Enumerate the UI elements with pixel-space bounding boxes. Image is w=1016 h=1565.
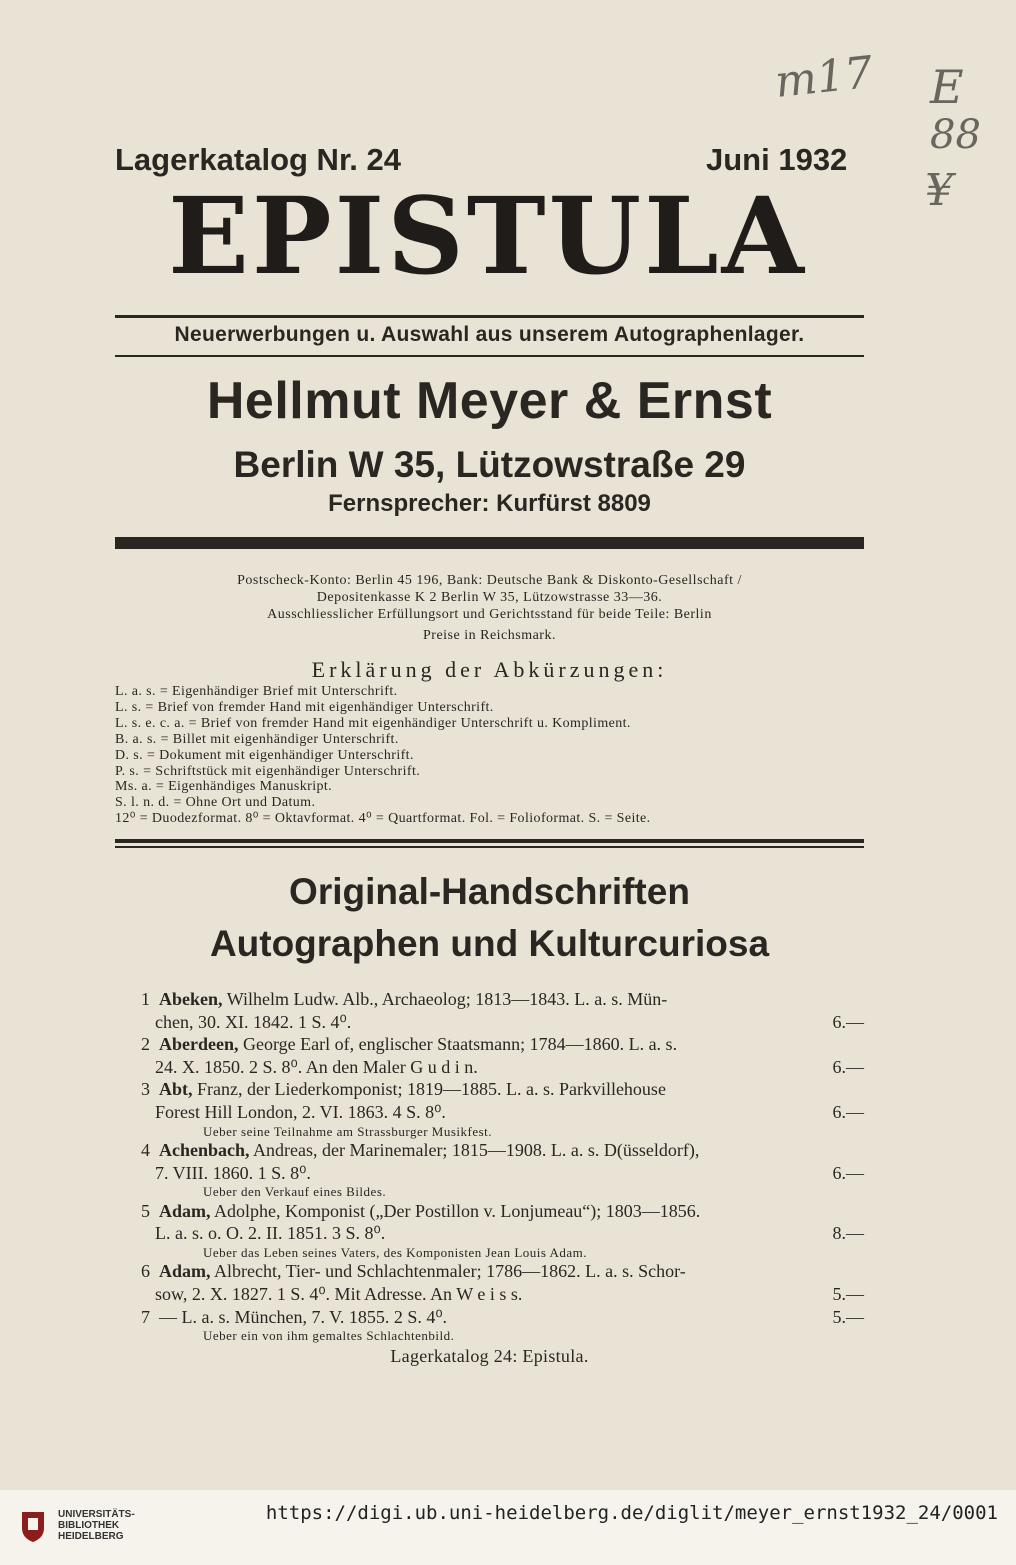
section-heading-line: Autographen und Kulturcuriosa <box>209 923 770 964</box>
abbreviation-item: P. s. = Schriftstück mit eigenhändiger Unterschrift. <box>115 763 421 779</box>
abbreviation-item: L. s. e. c. a. = Brief von fremder Hand mit eigenhändiger Unterschrift u. Kompliment. <box>115 715 631 731</box>
entry-price: 6.— <box>832 1056 864 1077</box>
terms-line: Depositenkasse K 2 Berlin W 35, Lützowstrasse 33—36. <box>316 590 663 605</box>
abbreviation-item: Ms. a. = Eigenhändiges Manuskript. <box>115 779 333 795</box>
entry-price: 8.— <box>832 1223 864 1244</box>
divider <box>115 355 864 357</box>
entry-name: Adam, <box>159 1261 211 1282</box>
entry-text: — L. a. s. München, 7. V. 1855. 2 S. 4⁰. <box>159 1306 448 1327</box>
library-name-line: BIBLIOTHEK <box>58 1520 120 1531</box>
library-name-line: UNIVERSITÄTS- <box>58 1509 135 1520</box>
entry-note: Ueber seine Teilnahme am Strassburger Musikfest. <box>203 1123 493 1139</box>
abbreviation-item: D. s. = Dokument mit eigenhändiger Unterschrift. <box>115 747 414 763</box>
entry-text: Albrecht, Tier- und Schlachtenmaler; 1786—1862. L. a. s. Schor- <box>210 1261 686 1282</box>
catalog-entry <box>115 1200 870 1261</box>
entry-text: George Earl of, englischer Staatsmann; 1784—1860. L. a. s. <box>238 1034 678 1055</box>
section-heading-line: Original-Handschriften <box>289 871 690 912</box>
entry-price: 6.— <box>832 1162 864 1183</box>
catalog-entries <box>115 988 870 1344</box>
catalog-entry <box>115 1306 870 1344</box>
entry-name: Adam, <box>159 1200 211 1221</box>
entry-number: 5 <box>141 1200 150 1221</box>
abbreviation-item: 12⁰ = Duodezformat. 8⁰ = Oktavformat. 4⁰ = Quartformat. Fol. = Folioformat. S. = Seite. <box>115 811 651 827</box>
entry-price: 5.— <box>832 1306 864 1327</box>
catalog-subtitle: Neuerwerbungen u. Auswahl aus unserem Autographenlager. <box>174 323 805 346</box>
abbreviations-heading: Erklärung der Abkürzungen: <box>311 657 668 682</box>
abbreviation-item: L. a. s. = Eigenhändiger Brief mit Unterschrift. <box>115 684 398 699</box>
library-name-line: HEIDELBERG <box>58 1531 124 1542</box>
entry-price: 5.— <box>832 1284 864 1305</box>
catalog-entry <box>115 1033 870 1078</box>
abbreviation-item: S. l. n. d. = Ohne Ort und Datum. <box>115 795 316 811</box>
firm-address: Berlin W 35, Lützowstraße 29 <box>233 444 746 485</box>
entry-note: Ueber das Leben seines Vaters, des Komponisten Jean Louis Adam. <box>203 1244 587 1260</box>
library-name <box>58 1509 135 1542</box>
entry-name: Achenbach, <box>159 1140 250 1161</box>
firm-phone: Fernsprecher: Kurfürst 8809 <box>328 490 651 517</box>
source-url-link[interactable]: https://digi.ub.uni-heidelberg.de/diglit/meyer_ernst1932_24/0001 <box>265 1502 998 1524</box>
entry-number: 1 <box>141 989 150 1009</box>
entry-text: 24. X. 1850. 2 S. 8⁰. An den Maler G u d i n. <box>155 1056 478 1077</box>
catalog-number: Lagerkatalog Nr. 24 <box>115 142 402 177</box>
handwritten-note: ¥ <box>925 165 953 216</box>
entry-price: 6.— <box>832 1011 864 1032</box>
page-footer: Lagerkatalog 24: Epistula. <box>390 1346 589 1366</box>
terms-line: Ausschliesslicher Erfüllungsort und Gerichtsstand für beide Teile: Berlin <box>267 607 712 622</box>
catalog-entry <box>115 1260 870 1305</box>
entry-text: sow, 2. X. 1827. 1 S. 4⁰. Mit Adresse. An W e i s s. <box>155 1284 523 1305</box>
catalog-entry <box>115 988 870 1033</box>
divider <box>115 846 864 848</box>
entry-name: Abt, <box>159 1079 193 1100</box>
entry-number: 4 <box>141 1140 150 1161</box>
handwritten-note: E <box>930 60 964 114</box>
entry-note: Ueber den Verkauf eines Bildes. <box>203 1184 387 1200</box>
divider <box>115 537 864 549</box>
catalog-entry <box>115 1078 870 1139</box>
catalog-entry <box>115 1139 870 1200</box>
entry-number: 7 <box>141 1306 150 1327</box>
divider <box>115 315 864 318</box>
entry-text: chen, 30. XI. 1842. 1 S. 4⁰. <box>155 1011 352 1032</box>
entry-text: Andreas, der Marinemaler; 1815—1908. L. a. s. D(üsseldorf), <box>249 1140 700 1161</box>
library-logo-icon <box>18 1508 48 1544</box>
entry-price: 6.— <box>832 1101 864 1122</box>
entry-text: Forest Hill London, 2. VI. 1863. 4 S. 8⁰. <box>155 1101 446 1122</box>
catalog-date: Juni 1932 <box>706 142 848 177</box>
entry-number: 2 <box>141 1034 150 1055</box>
terms-line: Preise in Reichsmark. <box>423 628 556 643</box>
entry-number: 6 <box>141 1261 150 1282</box>
entry-text: Franz, der Liederkomponist; 1819—1885. L. a. s. Parkvillehouse <box>192 1079 666 1100</box>
abbreviation-item: B. a. s. = Billet mit eigenhändiger Unterschrift. <box>115 731 399 747</box>
entry-text: 7. VIII. 1860. 1 S. 8⁰. <box>155 1162 311 1183</box>
entry-text: Wilhelm Ludw. Alb., Archaeolog; 1813—1843. L. a. s. Mün- <box>222 989 668 1009</box>
payment-terms <box>115 572 864 644</box>
entry-text: Adolphe, Komponist („Der Postillon v. Lonjumeau“); 1803—1856. <box>210 1200 701 1221</box>
firm-name: Hellmut Meyer & Ernst <box>206 372 773 430</box>
abbreviations-list <box>115 684 875 827</box>
handwritten-note: m17 <box>772 47 876 108</box>
divider <box>115 839 864 843</box>
entry-note: Ueber ein von ihm gemaltes Schlachtenbild. <box>203 1328 455 1344</box>
entry-number: 3 <box>141 1079 150 1100</box>
section-heading <box>115 867 864 969</box>
terms-line: Postscheck-Konto: Berlin 45 196, Bank: Deutsche Bank & Diskonto-Gesellschaft / <box>237 573 742 588</box>
handwritten-note: 88 <box>930 112 981 158</box>
abbreviation-item: L. s. = Brief von fremder Hand mit eigenhändiger Unterschrift. <box>115 699 494 715</box>
catalog-title: EPISTULA <box>168 173 807 298</box>
entry-name: Abeken, <box>159 989 223 1009</box>
entry-name: Aberdeen, <box>159 1034 239 1055</box>
entry-text: L. a. s. o. O. 2. II. 1851. 3 S. 8⁰. <box>155 1223 386 1244</box>
